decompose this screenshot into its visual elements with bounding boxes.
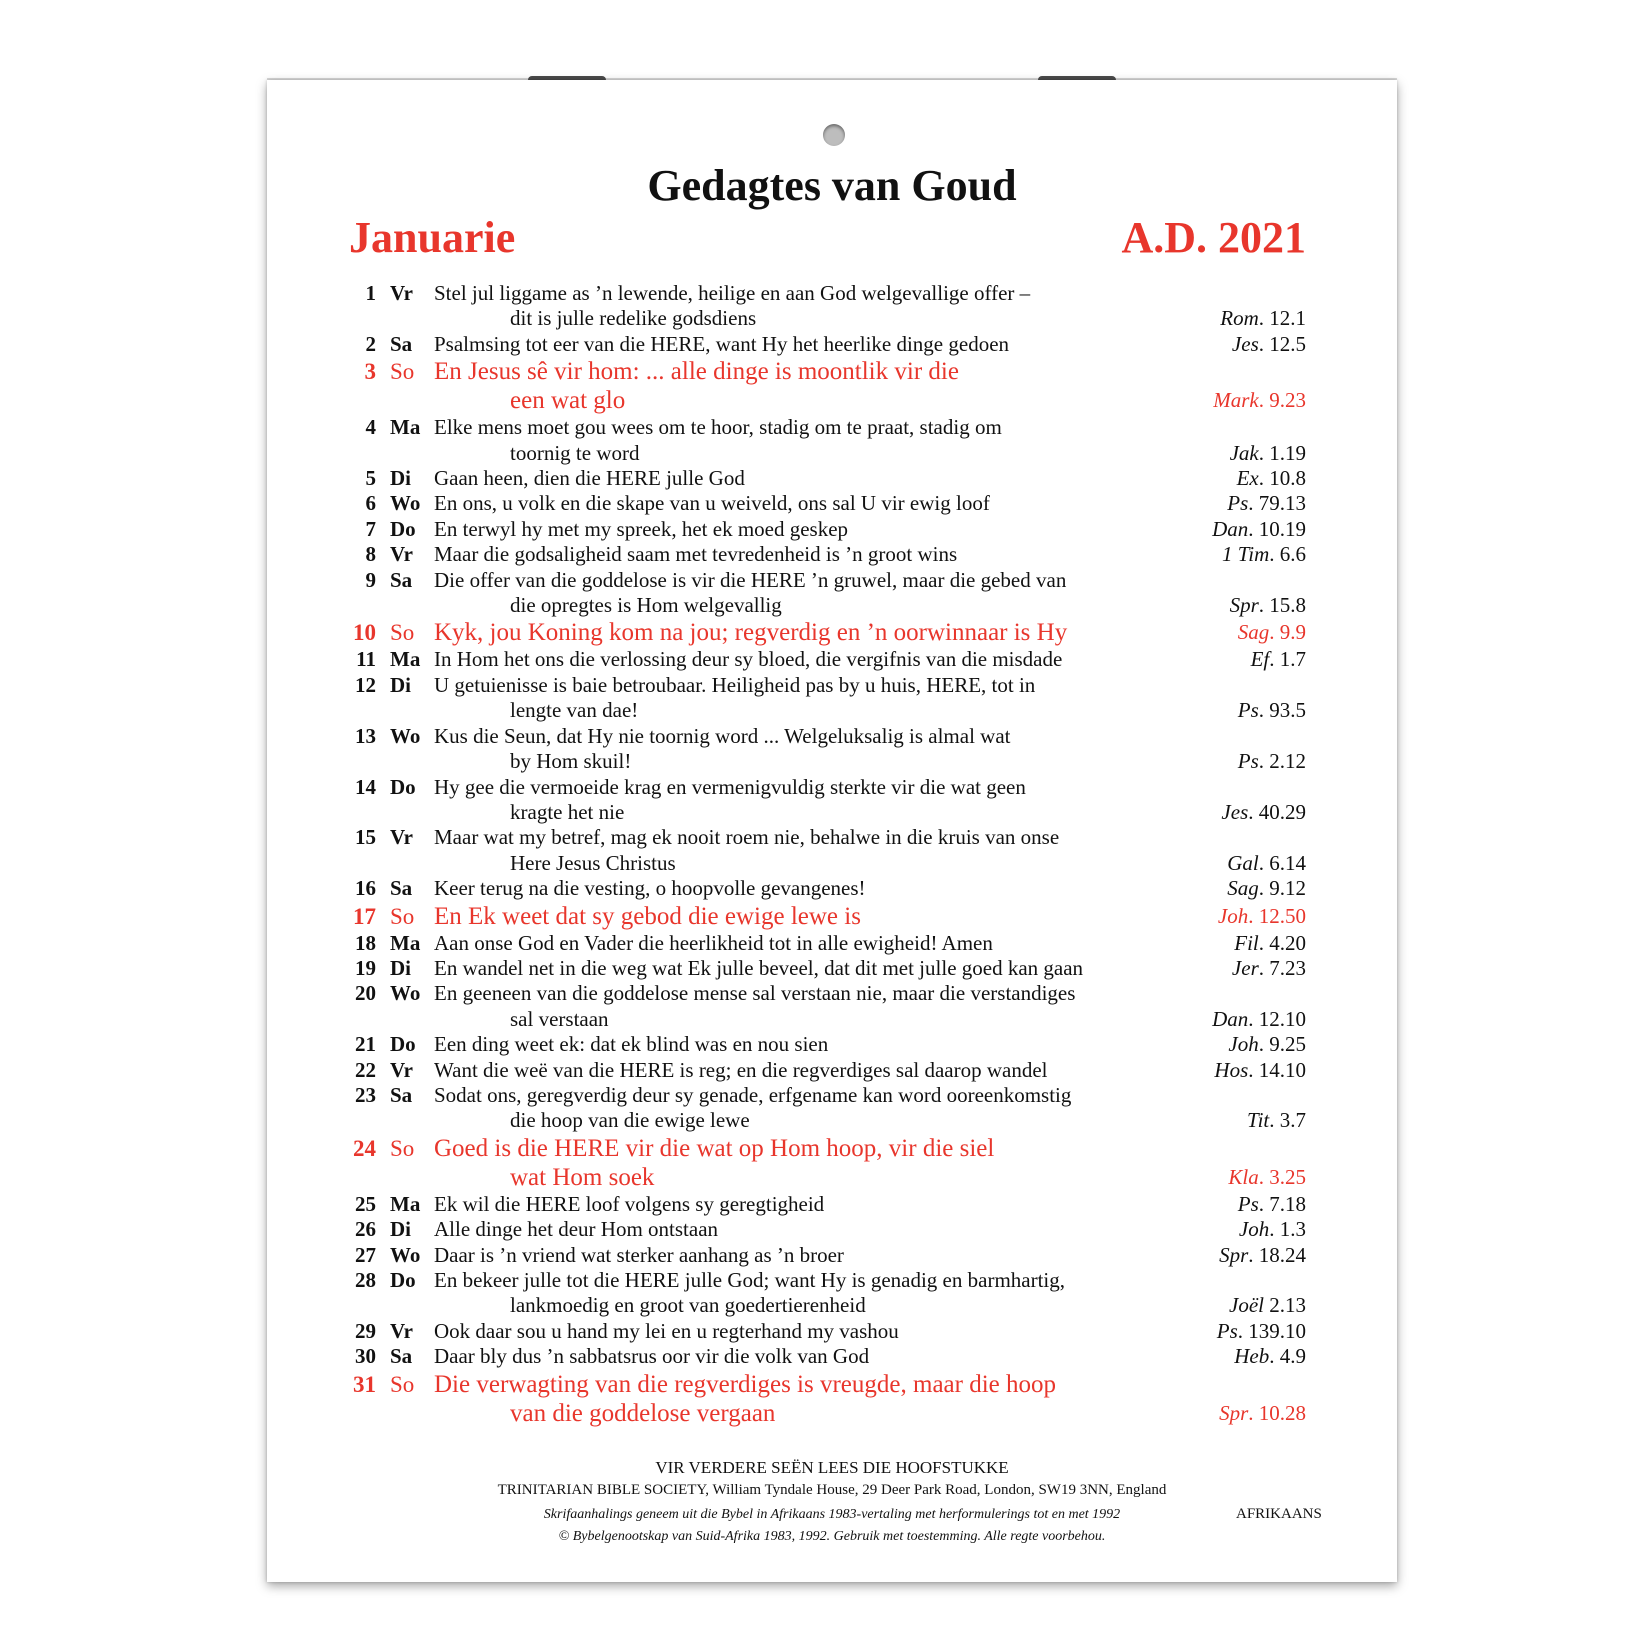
day-number: 15 [355, 825, 376, 850]
reference-book: 1 Tim [1221, 542, 1270, 567]
verse-text [434, 775, 1306, 826]
language-label: AFRIKAANS [1236, 1506, 1322, 1522]
reference-book: Jak [1229, 440, 1259, 465]
weekday: So [390, 1135, 415, 1161]
verse-text [434, 357, 1306, 415]
verse-line: En ons, u volk en die skape van u weiveld, ons sal U vir ewig loof [434, 491, 990, 516]
reference-chapter-verse: . 10.19 [1248, 516, 1306, 541]
scripture-reference [1219, 1399, 1306, 1428]
day-number: 23 [355, 1082, 376, 1107]
day-number: 30 [355, 1344, 376, 1369]
verse-entry [340, 1217, 1306, 1242]
footer-copyright: © Bybelgenootskap van Suid-Afrika 1983, 1992. Gebruik met toestemming. Alle regte voorbehou. [558, 1529, 1106, 1544]
scripture-reference [1213, 386, 1306, 415]
weekday: Di [390, 1217, 411, 1242]
verse-line: Die verwagting van die regverdiges is vreugde, maar die hoop [434, 1370, 1057, 1398]
day-number: 22 [355, 1057, 376, 1082]
verse-line: Een ding weet ek: dat ek blind was en nou sien [434, 1032, 829, 1057]
verse-line: En geeneen van die goddelose mense sal verstaan nie, maar die verstandiges [434, 981, 1076, 1006]
scripture-reference [1221, 800, 1306, 825]
reference-chapter-verse: . 12.10 [1248, 1006, 1306, 1031]
verse-entry [340, 1083, 1306, 1134]
scripture-reference [1222, 542, 1306, 567]
reference-chapter-verse: . 1.3 [1269, 1217, 1306, 1242]
scripture-reference [1239, 1217, 1306, 1242]
reference-chapter-verse: . 2.12 [1258, 749, 1306, 774]
reference-book: Heb [1234, 1344, 1270, 1369]
verse-entry [340, 1192, 1306, 1217]
verse-line: Elke mens moet gou wees om te hoor, stadig om te praat, stadig om [434, 415, 1002, 440]
verse-entry [340, 542, 1306, 567]
verse-entry [340, 618, 1306, 647]
reference-book: Jes [1221, 799, 1249, 824]
weekday: Vr [390, 1318, 413, 1343]
day-number: 25 [355, 1191, 376, 1216]
verse-text [434, 1268, 1306, 1319]
reference-chapter-verse: . 15.8 [1258, 593, 1306, 618]
verse-text [434, 1243, 1306, 1268]
day-number: 14 [355, 774, 376, 799]
verse-text [434, 542, 1306, 567]
verse-entry [340, 1268, 1306, 1319]
verse-entry [340, 415, 1306, 466]
weekday: Vr [390, 825, 413, 850]
day-number: 17 [353, 903, 376, 929]
verse-text [434, 1319, 1306, 1344]
weekday: Do [390, 1032, 416, 1057]
verse-text [434, 517, 1306, 542]
scripture-reference [1218, 902, 1306, 931]
verse-line: Maar wat my betref, mag ek nooit roem nie, behalwe in die kruis van onse [434, 825, 1060, 850]
verse-line: Psalmsing tot eer van die HERE, want Hy het heerlike dinge gedoen [434, 331, 1010, 356]
verse-text [434, 902, 1306, 931]
verse-entry [340, 1344, 1306, 1369]
verse-text [434, 1192, 1306, 1217]
verse-line: Goed is die HERE vir die wat op Hom hoop, vir die siel [434, 1134, 995, 1162]
day-number: 20 [355, 981, 376, 1006]
verse-line: lengte van dae! [510, 698, 639, 723]
verse-line: van die goddelose vergaan [510, 1399, 776, 1427]
verse-line: kragte het nie [510, 799, 625, 824]
verse-line: Die offer van die goddelose is vir die HERE ’n gruwel, maar die gebed van [434, 567, 1067, 592]
reference-book: Kla [1228, 1164, 1259, 1189]
day-number: 1 [365, 281, 376, 305]
weekday: Vr [390, 281, 413, 305]
verse-line: En Jesus sê vir hom: ... alle dinge is moontlik vir die [434, 358, 959, 386]
verse-entry [340, 724, 1306, 775]
verse-text [434, 931, 1306, 956]
reference-chapter-verse: . 10.8 [1258, 466, 1306, 491]
weekday: Sa [390, 876, 413, 901]
weekday: Ma [390, 647, 421, 672]
verse-text [434, 825, 1306, 876]
reference-book: Joh [1217, 903, 1249, 928]
reference-book: Joël [1229, 1293, 1264, 1318]
reference-chapter-verse: . 6.6 [1269, 542, 1306, 567]
weekday: Do [390, 516, 416, 541]
day-number: 6 [365, 491, 376, 516]
verse-line: Sodat ons, geregverdig deur sy genade, erfgename kan word ooreenkomstig [434, 1082, 1072, 1107]
verse-line: En Ek weet dat sy gebod die ewige lewe is [434, 902, 861, 930]
verse-text [434, 956, 1306, 981]
reference-chapter-verse: . 18.24 [1248, 1242, 1306, 1267]
weekday: Sa [390, 1344, 413, 1369]
verse-line: toornig te word [510, 440, 640, 465]
reference-chapter-verse: . 9.9 [1269, 620, 1306, 645]
reference-book: Ps [1216, 1318, 1238, 1343]
day-number: 18 [355, 930, 376, 955]
verse-line: Here Jesus Christus [510, 850, 676, 875]
verse-line: Stel jul liggame as ’n lewende, heilige en aan God welgevallige offer – [434, 281, 1031, 305]
reference-chapter-verse: . 1.19 [1258, 440, 1306, 465]
footer-translation-note: Skrifaanhalings geneem uit die Bybel in Afrikaans 1983-vertaling met herformulerings tot en met 1992 [543, 1507, 1121, 1522]
reference-chapter-verse: . 7.18 [1258, 1191, 1306, 1216]
day-number: 7 [365, 516, 376, 541]
verse-text [434, 618, 1306, 647]
reference-book: Ps [1237, 749, 1259, 774]
scripture-reference [1228, 1163, 1306, 1192]
reference-chapter-verse: . 14.10 [1248, 1057, 1306, 1082]
day-number: 28 [355, 1268, 376, 1292]
verse-entry [340, 1243, 1306, 1268]
weekday: Wo [390, 723, 421, 748]
verse-entry [340, 1319, 1306, 1344]
verse-text [434, 1083, 1306, 1134]
verse-line: Alle dinge het deur Hom ontstaan [434, 1217, 719, 1242]
verse-text [434, 1344, 1306, 1369]
weekday: Di [390, 672, 411, 697]
day-number: 11 [356, 647, 376, 672]
verse-entry [340, 673, 1306, 724]
calendar-title: Gedagtes van Goud [647, 161, 1017, 210]
reference-book: Rom [1220, 306, 1259, 331]
verse-entry [340, 931, 1306, 956]
verse-line: sal verstaan [510, 1006, 609, 1031]
verse-line: En terwyl hy met my spreek, het ek moed geskep [434, 516, 849, 541]
scripture-reference [1251, 647, 1306, 672]
verse-text [434, 466, 1306, 491]
reference-book: Gal [1227, 850, 1259, 875]
verse-line: dit is julle redelike godsdiens [510, 306, 757, 331]
scripture-reference [1232, 332, 1306, 357]
footer-read-more: VIR VERDERE SEËN LEES DIE HOOFSTUKKE [655, 1458, 1009, 1477]
weekday: Di [390, 955, 411, 980]
scripture-reference [1230, 441, 1306, 466]
reference-book: Ef [1250, 647, 1270, 672]
reference-chapter-verse: . 139.10 [1237, 1318, 1306, 1343]
scripture-reference [1234, 931, 1306, 956]
verse-text [434, 281, 1306, 332]
verse-line: die hoop van die ewige lewe [510, 1108, 750, 1133]
scripture-reference [1234, 1344, 1306, 1369]
scripture-reference [1227, 876, 1306, 901]
verse-text [434, 1217, 1306, 1242]
weekday: Wo [390, 1242, 421, 1267]
weekday: Vr [390, 542, 413, 567]
day-number: 19 [355, 955, 376, 980]
reference-book: Hos [1214, 1057, 1249, 1082]
reference-book: Ex [1236, 466, 1259, 491]
reference-book: Joh [1228, 1032, 1259, 1057]
verse-text [434, 568, 1306, 619]
weekday: So [390, 903, 415, 929]
scripture-reference [1237, 466, 1306, 491]
day-number: 8 [365, 542, 376, 567]
scripture-reference [1214, 1058, 1306, 1083]
scripture-reference [1238, 749, 1306, 774]
footer-publisher: TRINITARIAN BIBLE SOCIETY, William Tyndale House, 29 Deer Park Road, London, SW19 3NN, England [497, 1482, 1167, 1498]
weekday: Do [390, 774, 416, 799]
reference-book: Dan [1212, 516, 1249, 541]
reference-chapter-verse: 2.13 [1264, 1293, 1306, 1318]
scripture-reference [1247, 1108, 1306, 1133]
reference-book: Sag [1227, 876, 1259, 901]
scripture-reference [1219, 1243, 1306, 1268]
reference-chapter-verse: . 9.23 [1258, 388, 1306, 413]
reference-chapter-verse: . 7.23 [1258, 955, 1306, 980]
reference-book: Mark [1213, 388, 1259, 413]
weekday: Vr [390, 1057, 413, 1082]
verse-text [434, 491, 1306, 516]
reference-chapter-verse: . 12.50 [1248, 903, 1306, 928]
weekday: So [390, 1371, 415, 1397]
verse-text [434, 876, 1306, 901]
weekday: So [390, 620, 415, 646]
reference-book: Joh [1238, 1217, 1270, 1242]
verse-line: Gaan heen, dien die HERE julle God [434, 466, 745, 491]
scripture-reference [1238, 698, 1306, 723]
scripture-reference [1217, 1319, 1306, 1344]
scripture-reference [1227, 851, 1306, 876]
verse-text [434, 1058, 1306, 1083]
reference-book: Spr [1219, 1400, 1249, 1425]
reference-chapter-verse: . 3.25 [1258, 1164, 1306, 1189]
day-number: 3 [364, 359, 376, 385]
verse-line: Kyk, jou Koning kom na jou; regverdig en ’n oorwinnaar is Hy [434, 619, 1068, 647]
verse-text [434, 332, 1306, 357]
scripture-reference [1228, 1032, 1306, 1057]
scripture-reference [1230, 593, 1306, 618]
reference-chapter-verse: . 9.12 [1258, 876, 1306, 901]
reference-chapter-verse: . 12.1 [1258, 306, 1306, 331]
reference-chapter-verse: . 6.14 [1258, 850, 1306, 875]
month-heading: Januarie [349, 213, 516, 262]
reference-book: Spr [1219, 1242, 1249, 1267]
verse-entry [340, 1058, 1306, 1083]
verse-line: Maar die godsaligheid saam met tevredenheid is ’n groot wins [434, 542, 958, 567]
verse-entry [340, 647, 1306, 672]
weekday: Ma [390, 415, 421, 440]
reference-chapter-verse: . 10.28 [1248, 1400, 1306, 1425]
reference-chapter-verse: . 3.7 [1269, 1108, 1306, 1133]
verse-line: Kus die Seun, dat Hy nie toornig word ... Welgeluksalig is almal wat [434, 723, 1011, 748]
day-number: 31 [353, 1371, 376, 1397]
verse-line: En wandel net in die weg wat Ek julle beveel, dat dit met julle goed kan gaan [434, 955, 1084, 980]
day-number: 9 [365, 567, 376, 592]
verse-entry [340, 876, 1306, 901]
reference-book: Dan [1212, 1006, 1249, 1031]
day-number: 4 [365, 415, 376, 440]
reference-chapter-verse: . 40.29 [1248, 799, 1306, 824]
weekday: So [390, 359, 415, 385]
day-number: 2 [365, 331, 376, 356]
verse-line: by Hom skuil! [510, 749, 632, 774]
reference-chapter-verse: . 4.9 [1269, 1344, 1306, 1369]
reference-chapter-verse: . 12.5 [1258, 331, 1306, 356]
verse-list [340, 281, 1306, 1428]
weekday: Do [390, 1268, 416, 1292]
verse-line: Daar bly dus ’n sabbatsrus oor vir die volk van God [434, 1344, 870, 1369]
verse-line: U getuienisse is baie betroubaar. Heiligheid pas by u huis, HERE, tot in [434, 672, 1036, 697]
day-number: 27 [355, 1242, 376, 1267]
weekday: Sa [390, 567, 413, 592]
verse-text [434, 647, 1306, 672]
day-number: 5 [365, 466, 376, 491]
verse-entry [340, 956, 1306, 981]
reference-book: Fil [1234, 930, 1259, 955]
verse-line: Keer terug na die vesting, o hoopvolle gevangenes! [434, 876, 866, 901]
verse-line: Ook daar sou u hand my lei en u regterhand my vashou [434, 1318, 899, 1343]
reference-chapter-verse: . 93.5 [1258, 698, 1306, 723]
verse-text [434, 415, 1306, 466]
reference-book: Sag [1237, 620, 1270, 645]
verse-line: die opregtes is Hom welgevallig [510, 593, 782, 618]
day-number: 12 [355, 672, 376, 697]
verse-entry [340, 281, 1306, 332]
verse-text [434, 1370, 1306, 1428]
day-number: 26 [355, 1217, 376, 1242]
verse-entry [340, 825, 1306, 876]
verse-entry [340, 1032, 1306, 1057]
scripture-reference [1238, 1192, 1306, 1217]
day-number: 13 [355, 723, 376, 748]
reference-chapter-verse: . 79.13 [1248, 491, 1306, 516]
verse-line: Want die weë van die HERE is reg; en die regverdiges sal daarop wandel [434, 1057, 1048, 1082]
weekday: Di [390, 466, 411, 491]
day-number: 24 [353, 1135, 376, 1161]
verse-text [434, 1032, 1306, 1057]
verse-line: Aan onse God en Vader die heerlikheid tot in alle ewigheid! Amen [434, 930, 993, 955]
reference-book: Jes [1231, 331, 1259, 356]
verse-line: In Hom het ons die verlossing deur sy bloed, die vergifnis van die misdade [434, 647, 1063, 672]
scripture-reference [1212, 1007, 1306, 1032]
weekday: Sa [390, 1082, 413, 1107]
verse-entry [340, 332, 1306, 357]
verse-text [434, 1134, 1306, 1192]
verse-entry [340, 517, 1306, 542]
scripture-reference [1232, 956, 1306, 981]
day-number: 16 [355, 876, 376, 901]
year-heading: A.D. 2021 [1121, 213, 1306, 262]
verse-entry [340, 357, 1306, 415]
verse-entry [340, 981, 1306, 1032]
reference-book: Tit [1247, 1108, 1270, 1133]
reference-chapter-verse: . 9.25 [1258, 1032, 1306, 1057]
scripture-reference [1212, 517, 1306, 542]
reference-book: Jer [1231, 955, 1259, 980]
weekday: Sa [390, 331, 413, 356]
scripture-reference [1229, 1293, 1306, 1318]
verse-entry [340, 466, 1306, 491]
day-number: 10 [353, 620, 376, 646]
reference-book: Ps [1237, 1191, 1259, 1216]
scripture-reference [1227, 491, 1306, 516]
verse-entry [340, 902, 1306, 931]
weekday: Ma [390, 1191, 421, 1216]
day-number: 21 [355, 1032, 376, 1057]
reference-book: Ps [1237, 698, 1259, 723]
verse-line: En bekeer julle tot die HERE julle God; want Hy is genadig en barmhartig, [434, 1268, 1066, 1292]
reference-book: Spr [1229, 593, 1259, 618]
verse-line: een wat glo [510, 387, 626, 415]
verse-entry [340, 491, 1306, 516]
hanging-hole [823, 124, 845, 146]
verse-line: Hy gee die vermoeide krag en vermenigvuldig sterkte vir die wat geen [434, 774, 1026, 799]
scripture-reference [1220, 306, 1306, 331]
verse-entry [340, 1370, 1306, 1428]
scripture-reference [1238, 618, 1306, 647]
verse-text [434, 673, 1306, 724]
weekday: Wo [390, 981, 421, 1006]
reference-chapter-verse: . 1.7 [1269, 647, 1306, 672]
weekday: Wo [390, 491, 421, 516]
verse-text [434, 981, 1306, 1032]
day-number: 29 [355, 1318, 376, 1343]
verse-line: Ek wil die HERE loof volgens sy geregtigheid [434, 1191, 825, 1216]
verse-line: Daar is ’n vriend wat sterker aanhang as ’n broer [434, 1242, 844, 1267]
verse-entry [340, 1134, 1306, 1192]
reference-chapter-verse: . 4.20 [1258, 930, 1306, 955]
verse-entry [340, 568, 1306, 619]
reference-book: Ps [1227, 491, 1249, 516]
verse-text [434, 724, 1306, 775]
verse-line: lankmoedig en groot van goedertierenheid [510, 1293, 866, 1318]
verse-entry [340, 775, 1306, 826]
verse-line: wat Hom soek [510, 1163, 655, 1191]
weekday: Ma [390, 930, 421, 955]
